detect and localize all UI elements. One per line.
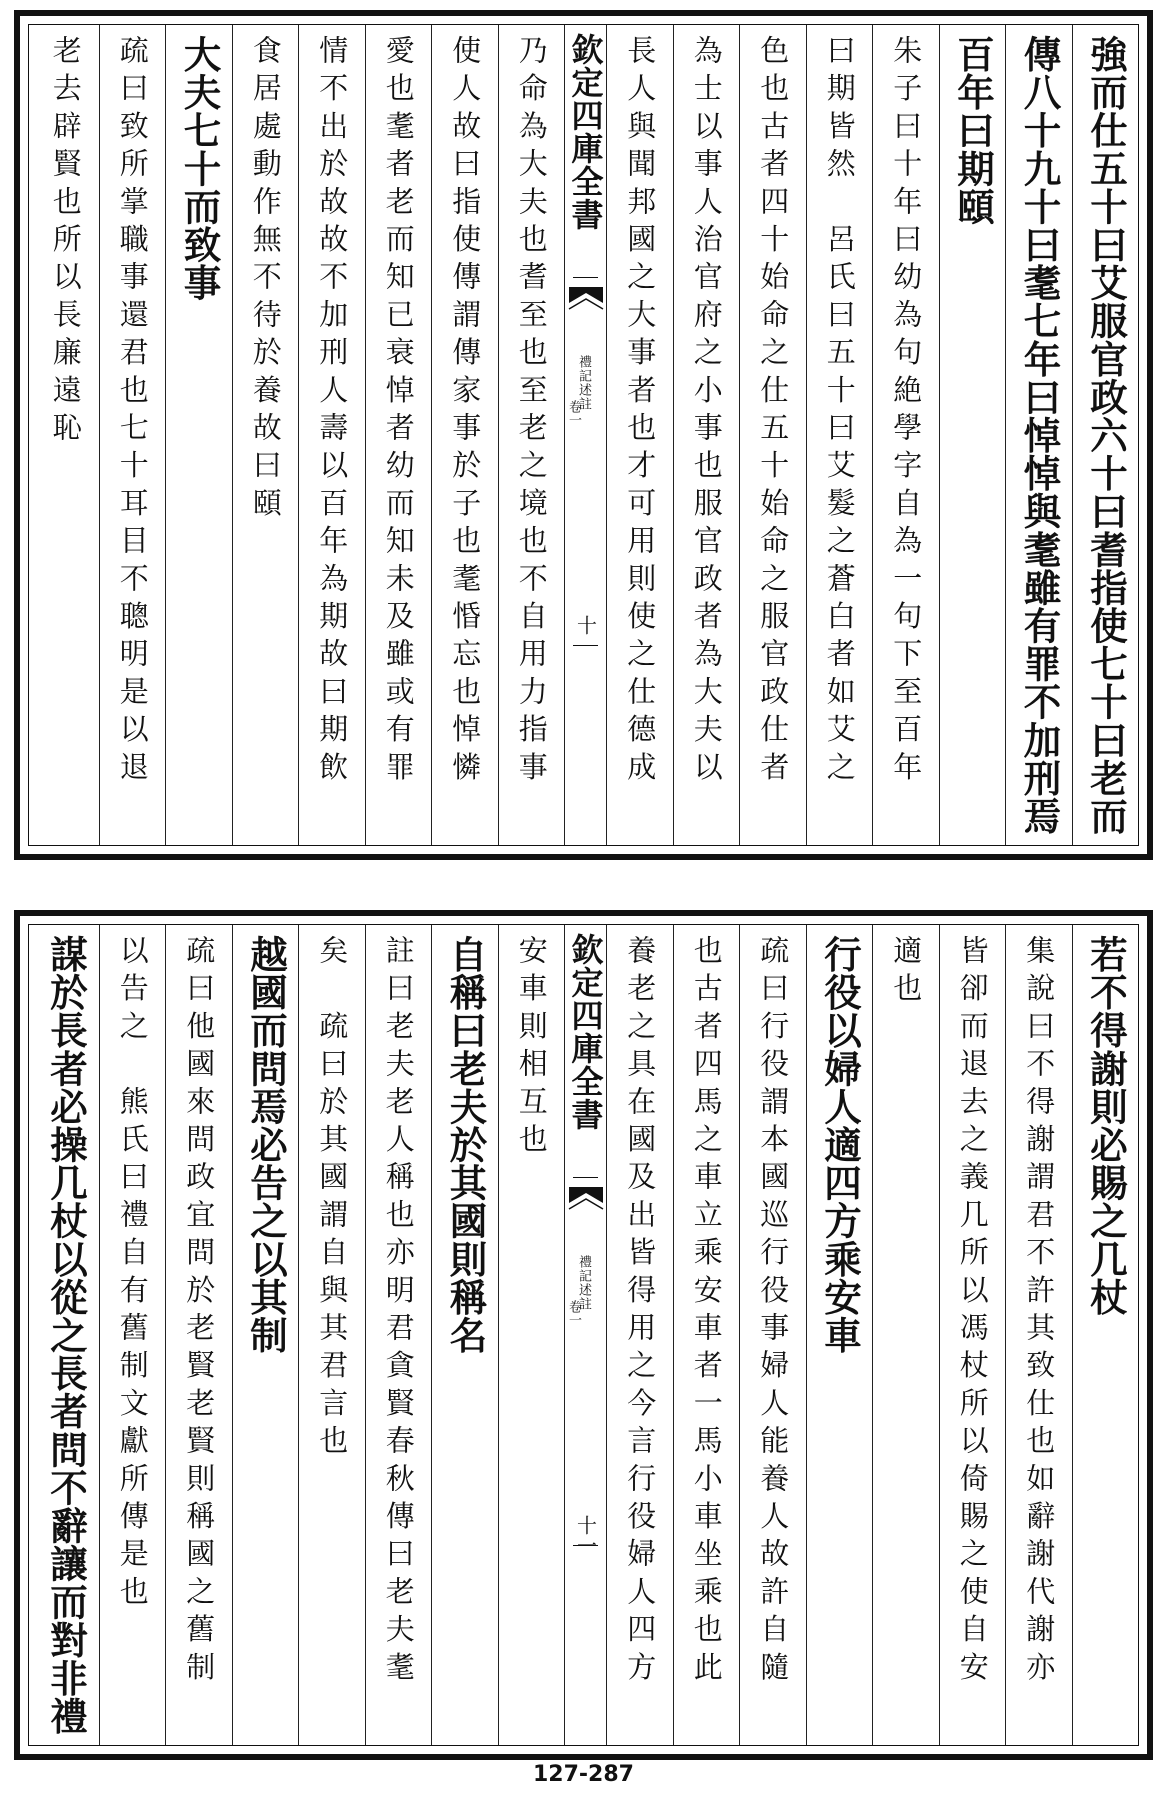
text-column [1072, 925, 1139, 1745]
text-column [673, 925, 740, 1745]
gutter-rule [573, 1545, 598, 1546]
page-border [14, 10, 1153, 860]
commentary-text: 使人故曰指使傳謂傳家事於子也耄惛忘也悼憐 [448, 35, 483, 789]
main-text: 自稱曰老夫於其國則稱名 [443, 935, 488, 1355]
gutter-rule [573, 277, 598, 278]
text-column [939, 25, 1006, 845]
page-number-label: 127-287 [533, 1762, 634, 1787]
text-column [1005, 925, 1072, 1745]
commentary-text: 色也古者四十始命之仕五十始命之服官政仕者 [756, 35, 791, 789]
text-column [365, 925, 432, 1745]
text-column [99, 925, 166, 1745]
text-columns [29, 25, 1138, 845]
main-text: 行役以婦人適四方乘安車 [818, 935, 862, 1355]
commentary-text: 食居處動作無不待於養故曰頤 [248, 35, 283, 526]
text-column [32, 925, 99, 1745]
text-column [939, 925, 1006, 1745]
text-column [1005, 25, 1072, 845]
commentary-text: 安車則相互也 [514, 935, 549, 1162]
gutter-title: 欽定四庫全書 [566, 33, 605, 231]
center-gutter [564, 925, 606, 1745]
text-block [28, 24, 1139, 846]
center-gutter [564, 25, 606, 845]
gutter-book-title: 禮記述註 [576, 355, 591, 411]
commentary-text: 養老之具在國及出皆得用之今言行役婦人四方 [623, 935, 658, 1689]
text-column [673, 25, 740, 845]
text-column [806, 925, 873, 1745]
commentary-text: 朱子曰十年曰幼為句絶學字自為一句下至百年 [889, 35, 924, 789]
gutter-page-number: 十 [573, 615, 598, 635]
main-text: 傳八十九十曰耄七年曰悼悼與耄雖有罪不加刑焉 [1017, 35, 1062, 836]
text-column [498, 925, 565, 1745]
text-column [298, 925, 365, 1745]
commentary-text: 為士以事人治官府之小事也服官政者為大夫以 [689, 35, 724, 789]
commentary-text: 情不出於故故不加刑人壽以百年為期故曰期飲 [315, 35, 350, 789]
commentary-text: 長人與聞邦國之大事者也才可用則使之仕德成 [623, 35, 658, 789]
text-column [498, 25, 565, 845]
fishtail-mark-icon [565, 285, 606, 325]
text-column [232, 925, 299, 1745]
top-page [0, 0, 1167, 870]
commentary-text: 乃命為大夫也耆至也至老之境也不自用力指事 [514, 35, 549, 789]
commentary-text: 愛也耄者老而知已衰悼者幼而知未及雖或有罪 [381, 35, 416, 789]
text-block [28, 924, 1139, 1746]
commentary-text: 集說曰不得謝謂君不許其致仕也如辭謝代謝亦 [1022, 935, 1057, 1689]
text-column [806, 25, 873, 845]
text-column [739, 25, 806, 845]
gutter-volume: 卷一 [566, 1300, 581, 1326]
gutter-rule [573, 1177, 598, 1178]
main-text: 強而仕五十曰艾服官政六十曰耆指使七十曰老而 [1084, 35, 1128, 836]
main-text: 若不得謝則必賜之几杖 [1084, 935, 1128, 1316]
commentary-text: 疏曰他國來問政宜問於老賢老賢則稱國之舊制 [182, 935, 217, 1689]
text-column [232, 25, 299, 845]
commentary-text: 疏曰致所掌職事還君也七十耳目不聰明是以退 [115, 35, 150, 789]
commentary-text: 皆卻而退去之義几所以馮杖所以倚賜之使自安 [955, 935, 990, 1689]
commentary-text: 老去辟賢也所以長廉遠恥 [48, 35, 83, 450]
bottom-page [0, 900, 1167, 1770]
main-text: 謀於長者必操几杖以從之長者問不辭讓而對非禮 [44, 935, 88, 1736]
text-column [298, 25, 365, 845]
text-column [165, 925, 232, 1745]
gutter-page-number: 十一 [573, 1515, 598, 1555]
text-column [872, 925, 939, 1745]
text-column [606, 925, 673, 1745]
commentary-text: 矣 疏曰於其國謂自與其君言也 [315, 935, 350, 1463]
fishtail-mark-icon [565, 1185, 606, 1225]
main-text: 大夫七十而致事 [177, 35, 222, 302]
text-column [1072, 25, 1139, 845]
commentary-text: 也古者四馬之車立乘安車者一馬小車坐乘也此 [689, 935, 724, 1689]
text-column [606, 25, 673, 845]
gutter-title: 欽定四庫全書 [566, 933, 605, 1131]
text-column [32, 25, 99, 845]
text-column [365, 25, 432, 845]
main-text: 越國而問焉必告之以其制 [244, 935, 288, 1355]
text-columns [29, 925, 1138, 1745]
commentary-text: 以告之 熊氏曰禮自有舊制文獻所傳是也 [115, 935, 150, 1614]
gutter-volume: 卷一 [566, 400, 581, 426]
text-column [431, 25, 498, 845]
text-column [872, 25, 939, 845]
text-column [165, 25, 232, 845]
text-column [99, 25, 166, 845]
commentary-text: 曰期皆然 呂氏曰五十曰艾髮之蒼白者如艾之 [822, 35, 857, 789]
gutter-book-title: 禮記述註 [576, 1255, 591, 1311]
main-text: 百年曰期頤 [951, 35, 995, 226]
page-border [14, 910, 1153, 1760]
text-column [431, 925, 498, 1745]
commentary-text: 疏曰行役謂本國巡行役事婦人能養人故許自隨 [756, 935, 791, 1689]
commentary-text: 註曰老夫老人稱也亦明君貪賢春秋傳曰老夫耄 [381, 935, 416, 1689]
commentary-text: 適也 [889, 935, 924, 1011]
gutter-rule [573, 645, 598, 646]
text-column [739, 925, 806, 1745]
